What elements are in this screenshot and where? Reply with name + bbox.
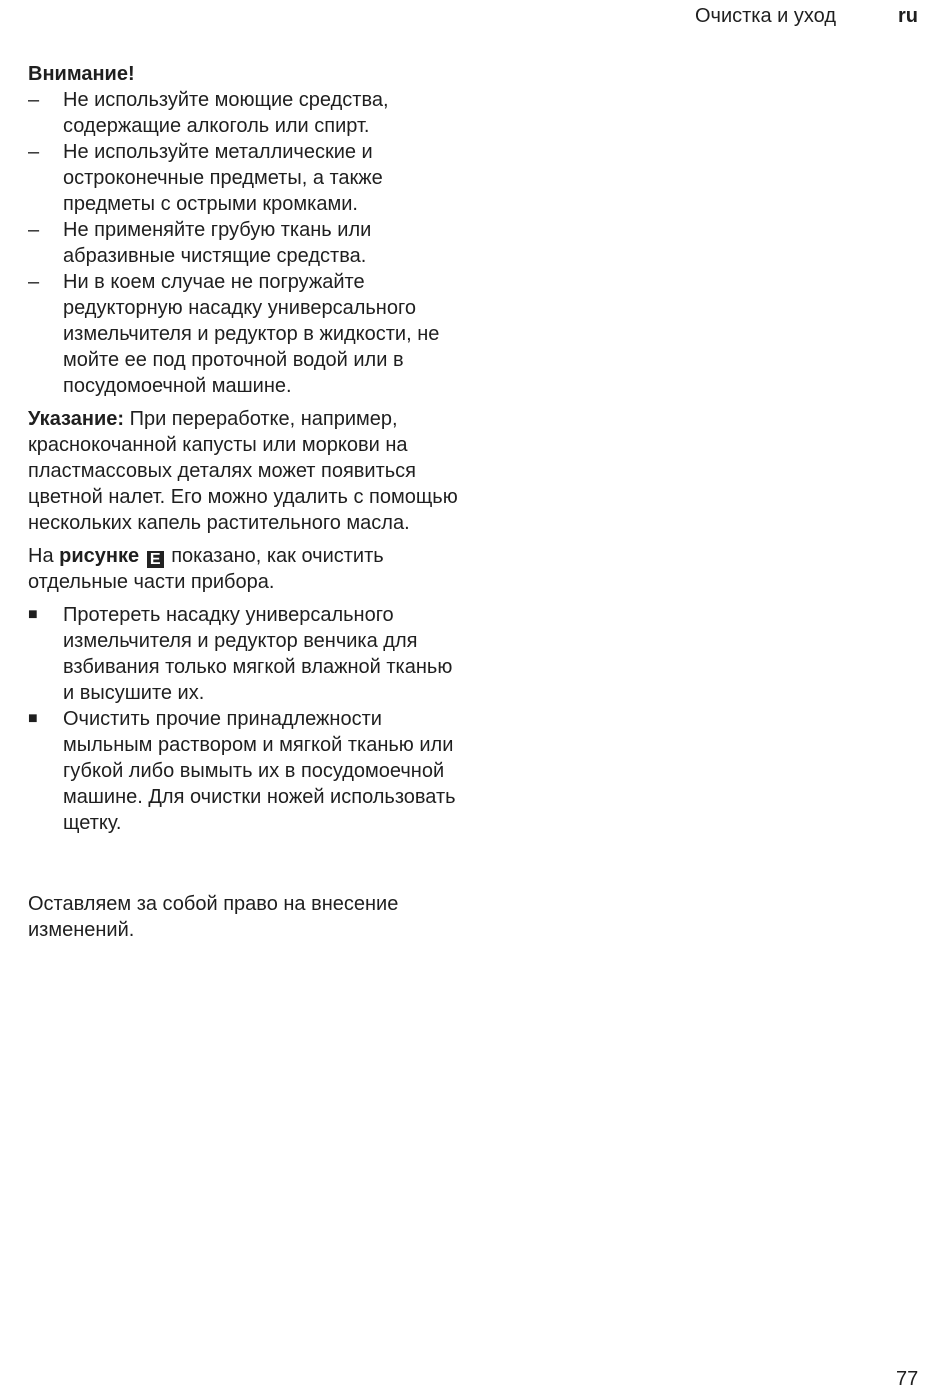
list-item — [28, 139, 468, 217]
dash-marker: – — [28, 219, 40, 241]
square-bullet-icon: ■ — [28, 606, 38, 623]
list-item-text: Ни в коем случае не погружайте редукторную насадку универсального измельчителя и редуктор в жидкости, не мойте ее под проточной водой или в посудомоечной машине. — [63, 271, 440, 397]
language-code: ru — [898, 5, 918, 27]
list-item-text: Не применяйте грубую ткань или абразивные чистящие средства. — [63, 219, 372, 267]
section-title: Очистка и уход — [695, 5, 837, 27]
disclaimer: Оставляем за собой право на внесение изменений. — [28, 893, 399, 941]
warning-list — [28, 87, 468, 399]
note-label: Указание: — [28, 408, 125, 430]
list-item-text: Не используйте моющие средства, содержащие алкоголь или спирт. — [63, 89, 389, 137]
figure-ref-word: рисунке — [59, 545, 140, 567]
figure-reference — [28, 543, 468, 595]
page-header — [0, 3, 950, 29]
list-item — [28, 602, 468, 706]
list-item — [28, 706, 468, 836]
figure-ref-prefix: На — [28, 545, 60, 567]
list-item — [28, 87, 468, 139]
note-paragraph — [28, 406, 468, 536]
page-number: 77 — [896, 1368, 919, 1390]
steps-list — [28, 602, 468, 836]
dash-marker: – — [28, 89, 40, 111]
list-item-text: Не используйте металлические и остроконечные предметы, а также предметы с острыми кромками. — [63, 141, 383, 215]
figure-ref-suffix: показано, как очистить отдельные части прибора. — [28, 545, 384, 593]
square-bullet-icon: ■ — [28, 710, 38, 727]
warning-heading: Внимание! — [28, 63, 135, 85]
list-item — [28, 269, 468, 399]
list-item — [28, 217, 468, 269]
list-item-text: Очистить прочие принадлежности мыльным раствором и мягкой тканью или губкой либо вымыть их в посудомоечной машине. Для очистки ножей использовать щетку. — [63, 708, 456, 834]
page-content — [28, 61, 468, 943]
list-item-text: Протереть насадку универсального измельчителя и редуктор венчика для взбивания только мягкой влажной тканью и высушите их. — [63, 604, 453, 704]
figure-e-icon: E — [147, 551, 164, 568]
note-text: При переработке, например, краснокочанной капусты или моркови на пластмассовых деталях может появиться цветной налет. Его можно удалить с помощью нескольких капель растительного масла. — [28, 408, 458, 534]
dash-marker: – — [28, 271, 40, 293]
dash-marker: – — [28, 141, 40, 163]
